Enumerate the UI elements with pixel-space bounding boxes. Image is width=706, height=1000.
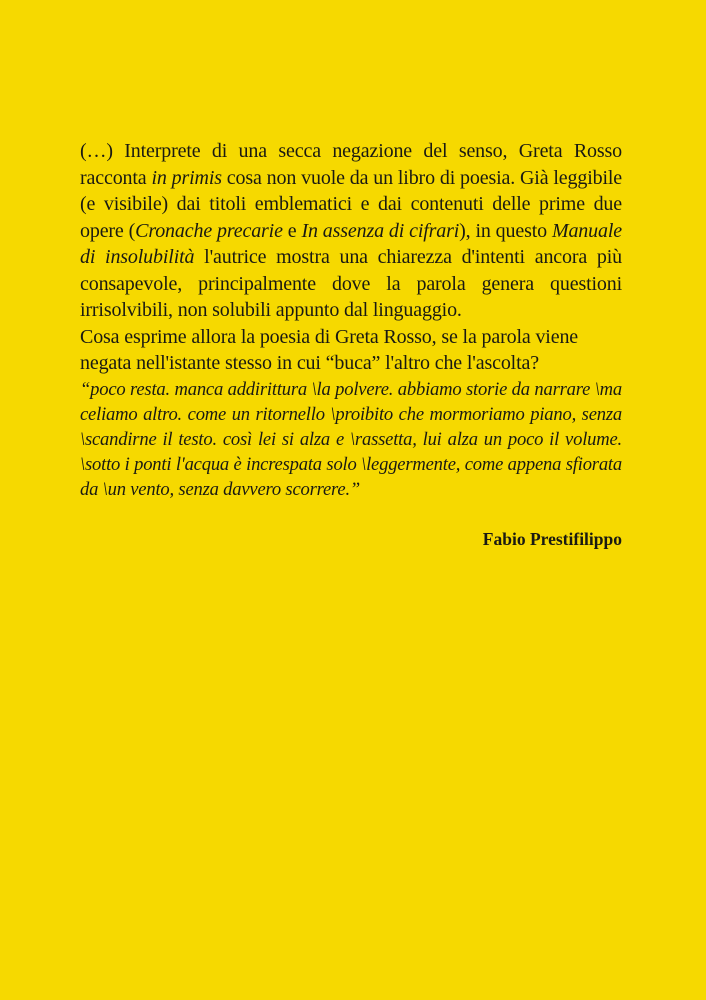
intro-text-4: ), in questo: [459, 219, 552, 242]
intro-text-3: e: [282, 219, 302, 242]
intro-italic-cronache-precarie: Cronache precarie: [135, 219, 283, 242]
intro-italic-in-primis: in primis: [151, 166, 222, 189]
poem-quote: “poco resta. manca addirittura \la polvere. abbiamo storie da narrare \ma celiamo altro. come un ritornello \proibito che mormoriamo piano, senza \scandirne il testo. così lei si alza e \rassetta, lui alza un poco il volume. \sotto i ponti l'acqua è increspata solo \leggermente, come appena sfiorata da \un vento, senza davvero scorrere.”: [80, 378, 622, 500]
intro-text-2: cosa non vuole da un libro di poesia. Già leggibile (e visibile) dai titoli emblematici e dai contenuti delle prime due opere (: [80, 166, 622, 242]
intro-text-5: l'autrice mostra una chiarezza d'intenti ancora più consapevole, principalmente dove la parola genera questioni irrisolvibili, non solubili appunto dal linguaggio.: [80, 246, 623, 321]
intro-paragraph: [80, 138, 622, 324]
intro-text-1: (…) Interprete di una secca negazione del senso, Greta Rosso racconta: [80, 140, 622, 189]
intro-italic-in-assenza-di-cifrari: In assenza di cifrari: [301, 219, 460, 242]
question-paragraph: Cosa esprime allora la poesia di Greta Rosso, se la parola viene negata nell'istante stesso in cui “buca” l'altro che l'ascolta?: [80, 325, 579, 374]
intro-italic-manuale-di-insolubilita: Manuale di insolubilità: [80, 219, 622, 268]
text-block: [80, 138, 622, 551]
author-signature: Fabio Prestifilippo: [482, 528, 622, 549]
